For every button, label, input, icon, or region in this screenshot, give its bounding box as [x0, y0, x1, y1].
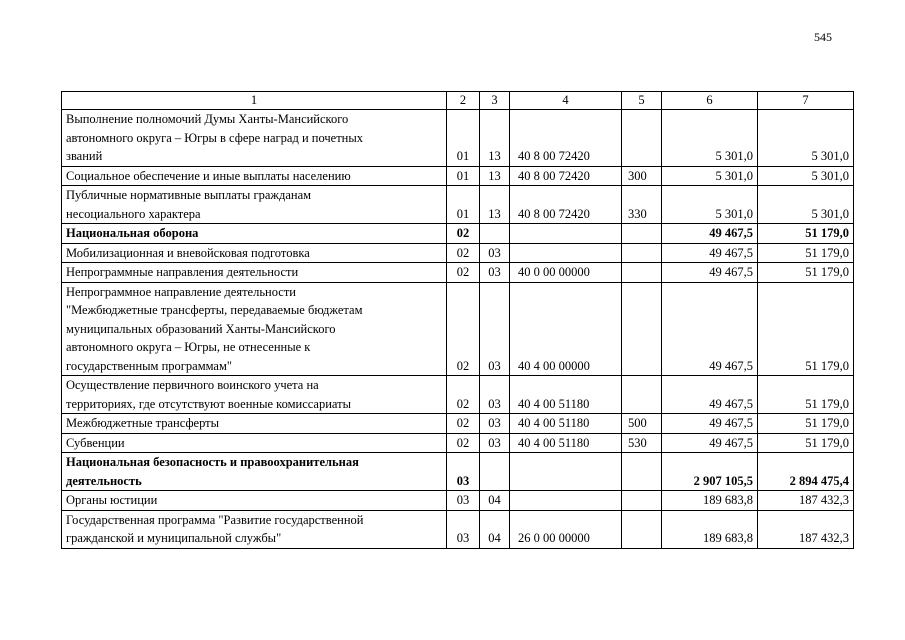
section-code-cell: 02 [447, 243, 480, 263]
table-row [62, 186, 854, 224]
amount-year1-cell: 189 683,8 [662, 510, 758, 548]
amount-year1-cell: 5 301,0 [662, 166, 758, 186]
section-code-cell: 02 [447, 414, 480, 434]
expense-type-cell: 300 [622, 166, 662, 186]
column-header: 2 [447, 92, 480, 110]
section-code-cell: 02 [447, 224, 480, 244]
section-code-cell: 03 [447, 491, 480, 511]
amount-year1-cell: 2 907 105,5 [662, 453, 758, 491]
subsection-code-cell: 13 [480, 166, 510, 186]
expense-type-cell [622, 243, 662, 263]
amount-year1-cell: 49 467,5 [662, 282, 758, 376]
row-name-cell: Выполнение полномочий Думы Ханты-Мансийского автономного округа – Югры в сфере наград и почетных званий [62, 110, 447, 167]
amount-year1-cell: 189 683,8 [662, 491, 758, 511]
row-name-cell: Субвенции [62, 433, 447, 453]
column-header: 7 [758, 92, 854, 110]
section-code-cell: 03 [447, 453, 480, 491]
column-header: 6 [662, 92, 758, 110]
target-article-cell: 40 8 00 72420 [510, 186, 622, 224]
row-name-cell: Мобилизационная и вневойсковая подготовка [62, 243, 447, 263]
subsection-code-cell: 13 [480, 110, 510, 167]
amount-year2-cell: 51 179,0 [758, 282, 854, 376]
expense-type-cell: 500 [622, 414, 662, 434]
expense-type-cell: 530 [622, 433, 662, 453]
expense-type-cell [622, 491, 662, 511]
section-code-cell: 02 [447, 376, 480, 414]
subsection-code-cell: 03 [480, 376, 510, 414]
table-row [62, 263, 854, 283]
amount-year1-cell: 49 467,5 [662, 243, 758, 263]
column-header: 3 [480, 92, 510, 110]
amount-year2-cell: 187 432,3 [758, 510, 854, 548]
section-code-cell: 03 [447, 510, 480, 548]
row-name-cell: Национальная безопасность и правоохранительная деятельность [62, 453, 447, 491]
subsection-code-cell: 03 [480, 433, 510, 453]
subsection-code-cell: 04 [480, 510, 510, 548]
expense-type-cell [622, 282, 662, 376]
column-header: 4 [510, 92, 622, 110]
amount-year2-cell: 51 179,0 [758, 224, 854, 244]
table-row [62, 491, 854, 511]
table-header-row [62, 92, 854, 110]
row-name-cell: Осуществление первичного воинского учета на территориях, где отсутствуют военные комиссариаты [62, 376, 447, 414]
table-body [62, 110, 854, 549]
amount-year2-cell: 187 432,3 [758, 491, 854, 511]
subsection-code-cell: 13 [480, 186, 510, 224]
amount-year1-cell: 49 467,5 [662, 376, 758, 414]
section-code-cell: 01 [447, 186, 480, 224]
row-name-cell: Социальное обеспечение и иные выплаты населению [62, 166, 447, 186]
table-row [62, 243, 854, 263]
expense-type-cell [622, 376, 662, 414]
target-article-cell: 40 4 00 00000 [510, 282, 622, 376]
amount-year2-cell: 51 179,0 [758, 433, 854, 453]
table-row [62, 224, 854, 244]
amount-year1-cell: 49 467,5 [662, 263, 758, 283]
subsection-code-cell: 03 [480, 243, 510, 263]
column-header: 1 [62, 92, 447, 110]
expense-type-cell [622, 510, 662, 548]
subsection-code-cell [480, 453, 510, 491]
row-name-cell: Непрограммное направление деятельности "Межбюджетные трансферты, передаваемые бюджетам муниципальных образований Ханты-Мансийского автономного округа – Югры, не отнесенные к государственным программам" [62, 282, 447, 376]
amount-year2-cell: 51 179,0 [758, 376, 854, 414]
amount-year2-cell: 5 301,0 [758, 110, 854, 167]
target-article-cell [510, 491, 622, 511]
amount-year1-cell: 5 301,0 [662, 110, 758, 167]
subsection-code-cell: 03 [480, 282, 510, 376]
amount-year2-cell: 51 179,0 [758, 263, 854, 283]
amount-year2-cell: 2 894 475,4 [758, 453, 854, 491]
expense-type-cell [622, 263, 662, 283]
page-number: 545 [814, 30, 832, 44]
subsection-code-cell [480, 224, 510, 244]
target-article-cell: 26 0 00 00000 [510, 510, 622, 548]
table-row [62, 433, 854, 453]
table-row [62, 510, 854, 548]
amount-year2-cell: 5 301,0 [758, 186, 854, 224]
row-name-cell: Непрограммные направления деятельности [62, 263, 447, 283]
row-name-cell: Национальная оборона [62, 224, 447, 244]
table-row [62, 110, 854, 167]
section-code-cell: 02 [447, 433, 480, 453]
amount-year1-cell: 49 467,5 [662, 433, 758, 453]
table-row [62, 453, 854, 491]
subsection-code-cell: 03 [480, 263, 510, 283]
target-article-cell [510, 224, 622, 244]
section-code-cell: 01 [447, 110, 480, 167]
expense-type-cell [622, 224, 662, 244]
expense-type-cell: 330 [622, 186, 662, 224]
target-article-cell: 40 4 00 51180 [510, 414, 622, 434]
amount-year1-cell: 49 467,5 [662, 414, 758, 434]
table-row [62, 414, 854, 434]
row-name-cell: Государственная программа "Развитие государственной гражданской и муниципальной службы" [62, 510, 447, 548]
expense-type-cell [622, 453, 662, 491]
table-row [62, 166, 854, 186]
target-article-cell: 40 8 00 72420 [510, 166, 622, 186]
table-row [62, 282, 854, 376]
amount-year2-cell: 51 179,0 [758, 243, 854, 263]
amount-year1-cell: 49 467,5 [662, 224, 758, 244]
target-article-cell: 40 4 00 51180 [510, 433, 622, 453]
section-code-cell: 02 [447, 282, 480, 376]
amount-year1-cell: 5 301,0 [662, 186, 758, 224]
amount-year2-cell: 51 179,0 [758, 414, 854, 434]
expense-type-cell [622, 110, 662, 167]
target-article-cell [510, 453, 622, 491]
row-name-cell: Органы юстиции [62, 491, 447, 511]
budget-table [61, 91, 854, 549]
target-article-cell [510, 243, 622, 263]
section-code-cell: 01 [447, 166, 480, 186]
subsection-code-cell: 04 [480, 491, 510, 511]
row-name-cell: Межбюджетные трансферты [62, 414, 447, 434]
column-header: 5 [622, 92, 662, 110]
section-code-cell: 02 [447, 263, 480, 283]
target-article-cell: 40 4 00 51180 [510, 376, 622, 414]
subsection-code-cell: 03 [480, 414, 510, 434]
target-article-cell: 40 8 00 72420 [510, 110, 622, 167]
amount-year2-cell: 5 301,0 [758, 166, 854, 186]
table-row [62, 376, 854, 414]
row-name-cell: Публичные нормативные выплаты гражданам несоциального характера [62, 186, 447, 224]
target-article-cell: 40 0 00 00000 [510, 263, 622, 283]
